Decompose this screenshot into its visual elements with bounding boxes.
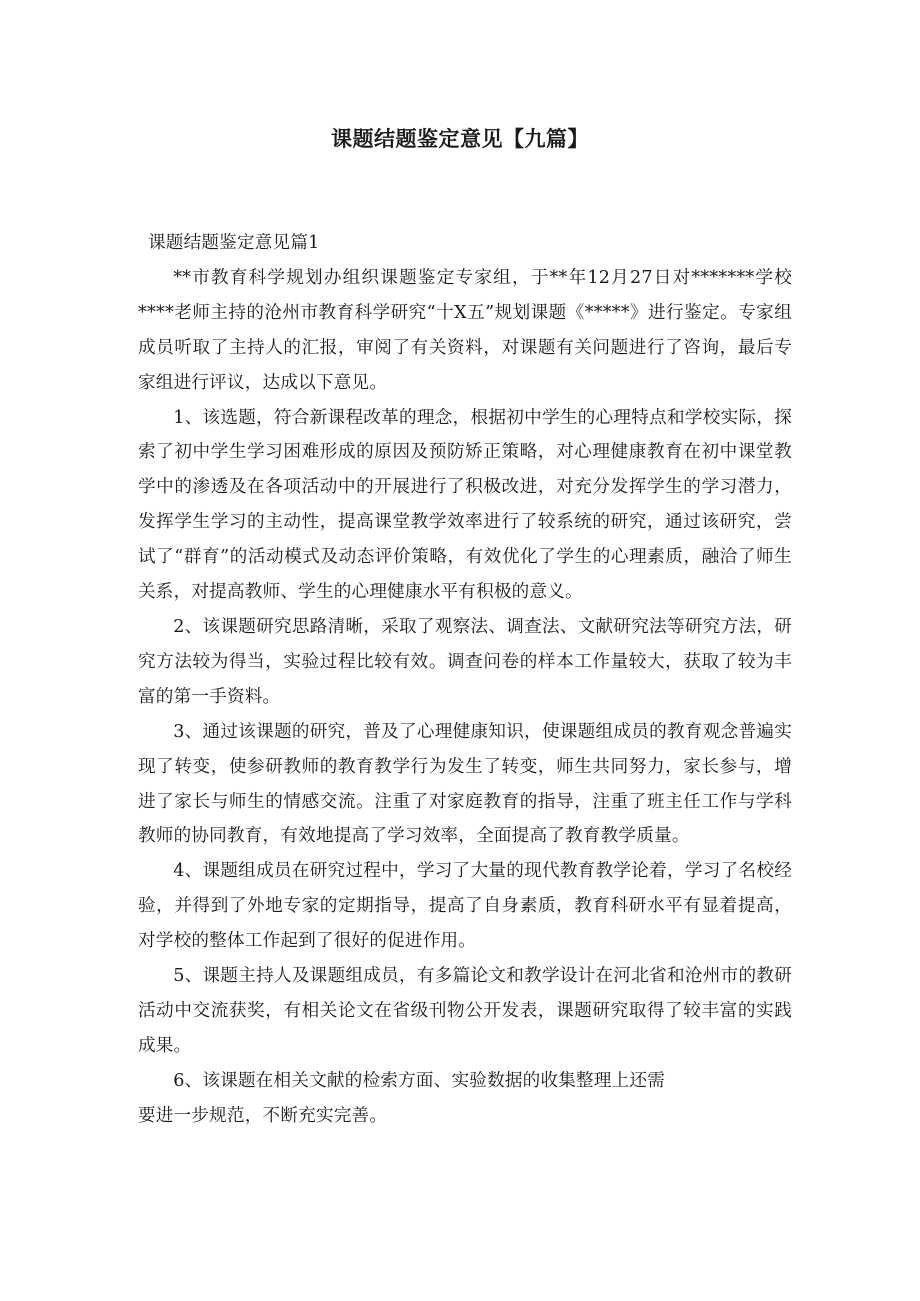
paragraph-2: 2、该课题研究思路清晰，采取了观察法、调查法、文献研究法等研究方法，研究方法较为得当，实验过程比较有效。调查问卷的样本工作量较大，获取了较为丰富的第一手资料。 [138, 616, 792, 707]
document-title: 课题结题鉴定意见【九篇】 [331, 127, 589, 151]
section-heading: 课题结题鉴定意见篇1 [148, 233, 320, 253]
paragraph-6-line-2: 要进一步规范，不断充实完善。 [138, 1105, 388, 1126]
paragraph-intro: **市教育科学规划办组织课题鉴定专家组，于**年12月27日对*******学校****老师主持的沧州市教育科学研究“十X五”规划课题《*****》进行鉴定。专家组成员听取了主持人的汇报，审阅了有关资料，对课题有关问题进行了咨询，最后专家组进行评议，达成以下意见。 [138, 267, 792, 393]
paragraph-5: 5、课题主持人及课题组成员，有多篇论文和教学设计在河北省和沧州市的教研活动中交流获奖，有相关论文在省级刊物公开发表，课题研究取得了较丰富的实践成果。 [138, 966, 792, 1056]
document-body [138, 226, 792, 1134]
paragraph-1: 1、该选题，符合新课程改革的理念，根据初中学生的心理特点和学校实际，探索了初中学生学习困难形成的原因及预防矫正策略，对心理健康教育在初中课堂教学中的渗透及在各项活动中的开展进行了积极改进，对充分发挥学生的学习潜力，发挥学生学习的主动性，提高课堂教学效率进行了较系统的研究，通过该研究，尝试了“群育”的活动模式及动态评价策略，有效优化了学生的心理素质，融洽了师生关系，对提高教师、学生的心理健康水平有积极的意义。 [138, 407, 792, 603]
paragraph-6-line-1: 6、该课题在相关文献的检索方面、实验数据的收集整理上还需 [173, 1070, 666, 1091]
paragraph-3: 3、通过该课题的研究，普及了心理健康知识，使课题组成员的教育观念普遍实现了转变，使参研教师的教育教学行为发生了转变，师生共同努力，家长参与，增进了家长与师生的情感交流。注重了对家庭教育的指导，注重了班主任工作与学科教师的协同教育，有效地提高了学习效率，全面提高了教育教学质量。 [138, 721, 792, 847]
paragraph-4: 4、课题组成员在研究过程中，学习了大量的现代教育教学论着，学习了名校经验，并得到了外地专家的定期指导，提高了自身素质，教育科研水平有显着提高，对学校的整体工作起到了很好的促进作用。 [138, 861, 792, 952]
